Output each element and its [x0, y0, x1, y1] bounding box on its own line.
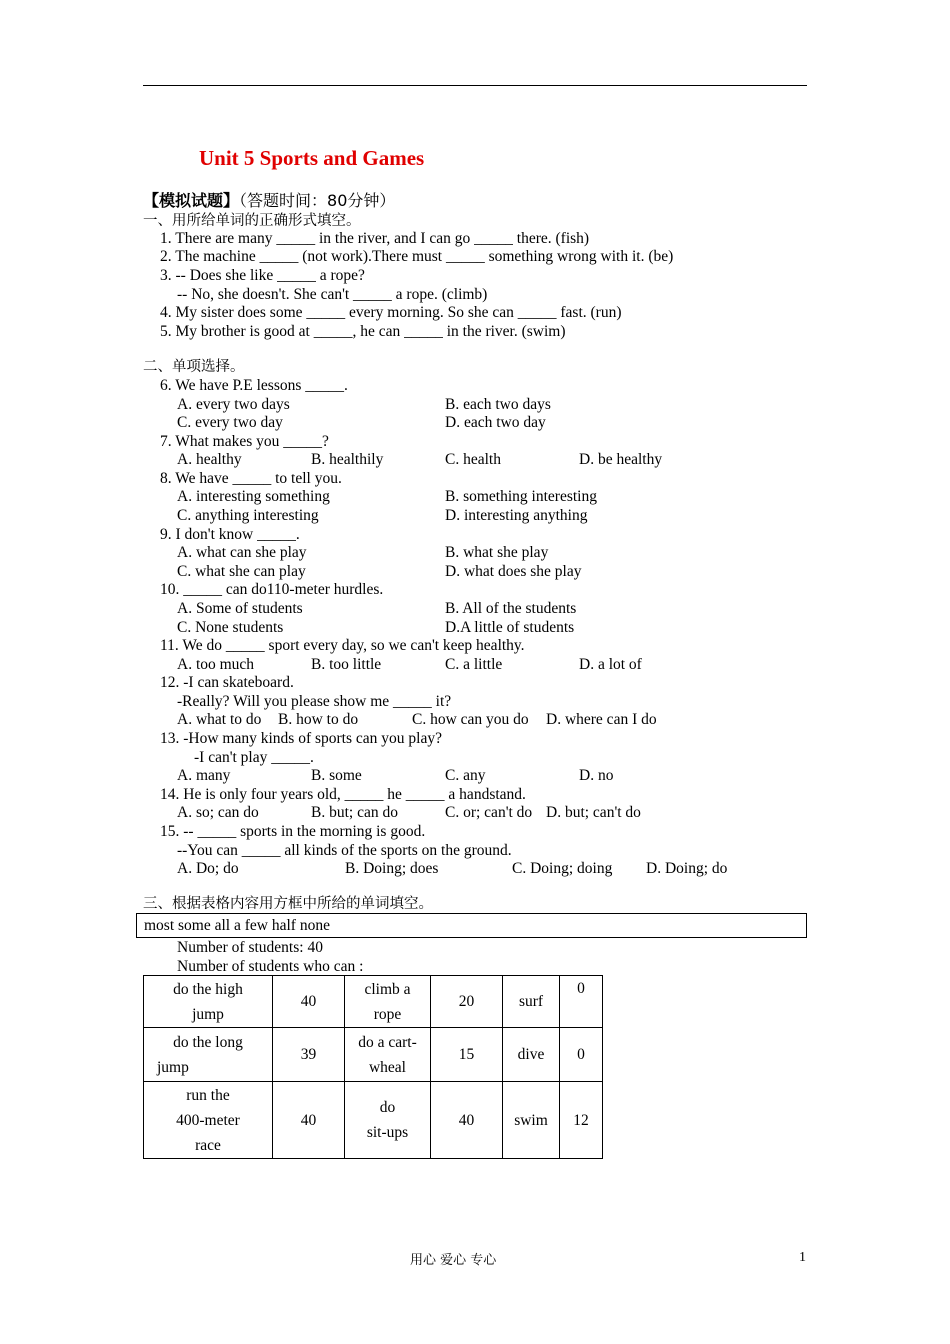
table-row — [144, 976, 603, 1028]
section2-heading: 二、单项选择。 — [143, 359, 245, 375]
q14-option-d: D. but; can't do — [546, 804, 641, 821]
activity-cell: run the 400-meter race — [144, 1082, 273, 1159]
s1-line: 3. -- Does she like _____ a rope? — [160, 267, 365, 284]
s1-line: 1. There are many _____ in the river, and I can go _____ there. (fish) — [160, 230, 590, 247]
activity-cell: do a cart- wheal — [345, 1028, 431, 1082]
q11-option-b: B. too little — [311, 656, 382, 673]
q15-option-c: C. Doing; doing — [512, 860, 613, 877]
q15-stem: 15. -- _____ sports in the morning is good. — [160, 823, 426, 840]
q6-option-d: D. each two day — [445, 414, 546, 431]
q8-option-a: A. interesting something — [177, 488, 330, 505]
page-title: Unit 5 Sports and Games — [199, 146, 425, 170]
q12-stem-2: -Really? Will you please show me _____ it? — [177, 693, 452, 710]
q9-option-d: D. what does she play — [445, 563, 582, 580]
students-can: Number of students who can : — [177, 958, 364, 975]
q12-option-a: A. what to do — [177, 711, 262, 728]
q10-stem: 10. _____ can do110-meter hurdles. — [160, 581, 384, 598]
q6-option-a: A. every two days — [177, 396, 290, 413]
q9-stem: 9. I don't know _____. — [160, 526, 300, 543]
s1-line: -- No, she doesn't. She can't _____ a rope. (climb) — [177, 286, 488, 303]
q9-option-c: C. what she can play — [177, 563, 306, 580]
count-cell: 12 — [560, 1082, 603, 1159]
q15-stem-2: --You can _____ all kinds of the sports on the ground. — [177, 842, 512, 859]
activity-cell: do the long jump — [144, 1028, 273, 1082]
q9-option-a: A. what can she play — [177, 544, 307, 561]
word-box-text: most some all a few half none — [144, 917, 330, 934]
q7-option-b: B. healthily — [311, 451, 384, 468]
q8-option-d: D. interesting anything — [445, 507, 588, 524]
q11-option-c: C. a little — [445, 656, 503, 673]
table-row — [144, 1028, 603, 1082]
q11-stem: 11. We do _____ sport every day, so we can't keep healthy. — [160, 637, 525, 654]
q6-option-c: C. every two day — [177, 414, 283, 431]
count-cell: 40 — [273, 976, 345, 1028]
q15-option-a: A. Do; do — [177, 860, 239, 877]
q10-option-b: B. All of the students — [445, 600, 577, 617]
count-cell: 0 — [560, 976, 603, 1028]
q14-option-c: C. or; can't do — [445, 804, 533, 821]
count-cell: 20 — [431, 976, 503, 1028]
q9-option-b: B. what she play — [445, 544, 549, 561]
table-row — [144, 1082, 603, 1159]
q15-option-b: B. Doing; does — [345, 860, 439, 877]
ability-table — [143, 975, 603, 1159]
q7-option-a: A. healthy — [177, 451, 242, 468]
s1-line: 4. My sister does some _____ every morning. So she can _____ fast. (run) — [160, 304, 622, 321]
q13-stem: 13. -How many kinds of sports can you play? — [160, 730, 442, 747]
q13-option-a: A. many — [177, 767, 231, 784]
q7-option-c: C. health — [445, 451, 501, 468]
q12-option-b: B. how to do — [278, 711, 359, 728]
q13-option-d: D. no — [579, 767, 614, 784]
page-number: 1 — [799, 1250, 806, 1265]
s1-line: 5. My brother is good at _____, he can _____ in the river. (swim) — [160, 323, 566, 340]
q8-stem: 8. We have _____ to tell you. — [160, 470, 342, 487]
activity-cell: swim — [503, 1082, 560, 1159]
word-box — [136, 913, 807, 938]
q11-option-d: D. a lot of — [579, 656, 642, 673]
q13-option-c: C. any — [445, 767, 486, 784]
students-total: Number of students: 40 — [177, 939, 323, 956]
count-cell: 39 — [273, 1028, 345, 1082]
exam-time: （答题时间：80分钟） — [239, 191, 396, 210]
q12-option-c: C. how can you do — [412, 711, 529, 728]
q7-option-d: D. be healthy — [579, 451, 663, 468]
count-cell: 40 — [431, 1082, 503, 1159]
activity-cell: dive — [503, 1028, 560, 1082]
activity-cell: climb a rope — [345, 976, 431, 1028]
q10-option-a: A. Some of students — [177, 600, 303, 617]
q13-stem-2: -I can't play _____. — [194, 749, 314, 766]
footer-slogan: 用心 爱心 专心 — [410, 1253, 497, 1268]
q7-stem: 7. What makes you _____? — [160, 433, 329, 450]
q8-option-c: C. anything interesting — [177, 507, 319, 524]
q13-option-b: B. some — [311, 767, 362, 784]
q8-option-b: B. something interesting — [445, 488, 597, 505]
section1-heading: 一、用所给单词的正确形式填空。 — [143, 213, 361, 229]
activity-cell: surf — [503, 976, 560, 1028]
q15-option-d: D. Doing; do — [646, 860, 728, 877]
q12-stem: 12. -I can skateboard. — [160, 674, 294, 691]
q6-stem: 6. We have P.E lessons _____. — [160, 377, 348, 394]
count-cell: 40 — [273, 1082, 345, 1159]
count-cell: 15 — [431, 1028, 503, 1082]
q6-option-b: B. each two days — [445, 396, 551, 413]
q10-option-d: D.A little of students — [445, 619, 575, 636]
q14-option-a: A. so; can do — [177, 804, 259, 821]
activity-cell: do sit-ups — [345, 1082, 431, 1159]
exam-label: 【模拟试题】 — [143, 191, 240, 210]
q10-option-c: C. None students — [177, 619, 284, 636]
q14-stem: 14. He is only four years old, _____ he _____ a handstand. — [160, 786, 526, 803]
s1-line: 2. The machine _____ (not work).There must _____ something wrong with it. (be) — [160, 248, 674, 265]
section3-heading: 三、根据表格内容用方框中所给的单词填空。 — [143, 896, 433, 912]
header-rule — [143, 85, 807, 86]
exam-header — [143, 192, 395, 210]
q14-option-b: B. but; can do — [311, 804, 398, 821]
activity-cell: do the high jump — [144, 976, 273, 1028]
q12-option-d: D. where can I do — [546, 711, 657, 728]
q11-option-a: A. too much — [177, 656, 255, 673]
count-cell: 0 — [560, 1028, 603, 1082]
